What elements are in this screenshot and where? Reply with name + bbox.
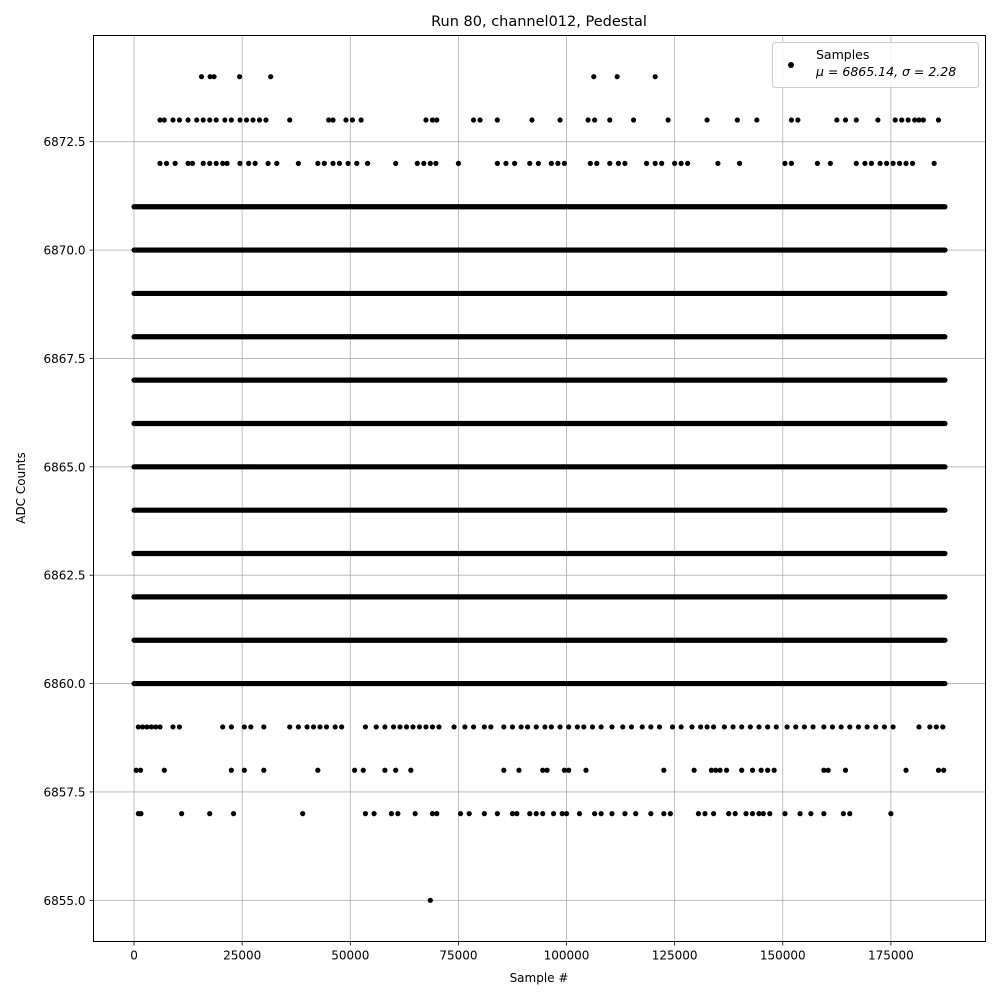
- data-point: [428, 161, 433, 166]
- data-point: [186, 117, 191, 122]
- data-point: [875, 117, 880, 122]
- data-point: [588, 161, 593, 166]
- data-point: [735, 117, 740, 122]
- data-point: [207, 161, 212, 166]
- data-point: [514, 811, 519, 816]
- data-point: [458, 811, 463, 816]
- data-point: [940, 724, 945, 729]
- data-point: [586, 117, 591, 122]
- data-point: [261, 724, 266, 729]
- data-point: [557, 117, 562, 122]
- data-point: [244, 117, 249, 122]
- x-tick-label: 75000: [439, 948, 478, 963]
- data-point: [477, 117, 482, 122]
- chart-title: Run 80, channel012, Pedestal: [431, 14, 647, 30]
- data-point: [330, 117, 335, 122]
- data-point: [685, 161, 690, 166]
- data-point: [201, 161, 206, 166]
- data-point: [296, 161, 301, 166]
- data-point: [644, 161, 649, 166]
- data-point: [599, 724, 604, 729]
- data-point: [296, 724, 301, 729]
- data-point: [201, 117, 206, 122]
- data-point: [354, 161, 359, 166]
- data-point: [229, 117, 234, 122]
- data-point: [903, 161, 908, 166]
- data-point: [689, 724, 694, 729]
- data-point: [482, 811, 487, 816]
- data-point: [679, 724, 684, 729]
- data-point: [462, 724, 467, 729]
- data-point: [564, 811, 569, 816]
- data-point: [782, 811, 787, 816]
- data-point: [339, 724, 344, 729]
- data-point: [248, 724, 253, 729]
- data-point: [869, 161, 874, 166]
- data-point: [488, 724, 493, 729]
- data-point: [659, 161, 664, 166]
- data-point: [423, 117, 428, 122]
- data-point: [246, 161, 251, 166]
- x-tick-label: 100000: [543, 948, 590, 963]
- data-point: [261, 768, 266, 773]
- data-point: [397, 724, 402, 729]
- data-point: [590, 724, 595, 729]
- data-point: [903, 768, 908, 773]
- data-point: [657, 724, 662, 729]
- data-point: [415, 161, 420, 166]
- data-point: [622, 811, 627, 816]
- data-point: [797, 811, 802, 816]
- data-point: [897, 161, 902, 166]
- data-point: [750, 768, 755, 773]
- data-point: [841, 811, 846, 816]
- data-point: [575, 724, 580, 729]
- data-point: [615, 74, 620, 79]
- data-point: [854, 117, 859, 122]
- data-point: [177, 724, 182, 729]
- data-point: [622, 161, 627, 166]
- data-point: [322, 161, 327, 166]
- data-point: [936, 768, 941, 773]
- data-point: [157, 724, 162, 729]
- data-point: [890, 724, 895, 729]
- data-point: [529, 117, 534, 122]
- data-point: [451, 724, 456, 729]
- data-point: [555, 161, 560, 166]
- data-point: [739, 724, 744, 729]
- data-point: [566, 724, 571, 729]
- data-point: [795, 117, 800, 122]
- data-point: [471, 724, 476, 729]
- data-point: [266, 161, 271, 166]
- legend-series-name: Samples: [816, 47, 870, 62]
- data-point: [873, 724, 878, 729]
- data-point: [417, 724, 422, 729]
- x-tick-label: 25000: [223, 948, 262, 963]
- data-point: [698, 724, 703, 729]
- data-point: [389, 811, 394, 816]
- data-point: [207, 117, 212, 122]
- data-point: [916, 724, 921, 729]
- data-point: [410, 724, 415, 729]
- data-point: [229, 768, 234, 773]
- data-point: [733, 811, 738, 816]
- data-point: [936, 117, 941, 122]
- data-point: [330, 161, 335, 166]
- data-point: [346, 161, 351, 166]
- y-tick-label: 6867.5: [43, 351, 86, 366]
- y-axis-label: ADC Counts: [14, 452, 28, 524]
- data-point: [782, 161, 787, 166]
- data-point: [767, 811, 772, 816]
- data-point: [510, 724, 515, 729]
- data-point: [888, 811, 893, 816]
- data-point: [661, 768, 666, 773]
- data-point: [199, 74, 204, 79]
- data-point: [162, 768, 167, 773]
- data-point: [231, 811, 236, 816]
- data-point: [810, 724, 815, 729]
- data-point: [899, 117, 904, 122]
- data-point: [826, 768, 831, 773]
- data-point: [501, 724, 506, 729]
- data-point: [549, 724, 554, 729]
- data-point: [423, 724, 428, 729]
- data-point: [471, 117, 476, 122]
- data-point: [722, 724, 727, 729]
- data-point: [237, 74, 242, 79]
- data-point: [408, 768, 413, 773]
- data-point: [668, 811, 673, 816]
- data-point: [927, 724, 932, 729]
- data-point: [854, 161, 859, 166]
- data-point: [268, 74, 273, 79]
- data-point: [467, 811, 472, 816]
- data-point: [333, 724, 338, 729]
- data-point: [363, 724, 368, 729]
- data-point: [934, 724, 939, 729]
- data-point: [393, 768, 398, 773]
- data-point: [865, 724, 870, 729]
- data-point: [382, 768, 387, 773]
- data-point: [190, 161, 195, 166]
- data-point: [164, 161, 169, 166]
- data-point: [821, 811, 826, 816]
- data-point: [726, 811, 731, 816]
- data-point: [607, 117, 612, 122]
- data-point: [179, 811, 184, 816]
- data-point: [653, 161, 658, 166]
- data-point: [765, 724, 770, 729]
- data-point: [648, 811, 653, 816]
- data-point: [311, 724, 316, 729]
- data-point: [173, 161, 178, 166]
- data-point: [743, 811, 748, 816]
- data-point: [704, 117, 709, 122]
- data-point: [631, 117, 636, 122]
- data-point: [361, 768, 366, 773]
- data-point: [214, 117, 219, 122]
- data-point: [482, 724, 487, 729]
- data-point: [592, 117, 597, 122]
- data-point: [847, 724, 852, 729]
- data-point: [862, 161, 867, 166]
- data-point: [551, 811, 556, 816]
- data-point: [906, 117, 911, 122]
- data-point: [257, 117, 262, 122]
- data-point: [620, 724, 625, 729]
- data-point: [609, 811, 614, 816]
- data-point: [413, 811, 418, 816]
- data-point: [421, 161, 426, 166]
- data-point: [856, 724, 861, 729]
- data-point: [456, 161, 461, 166]
- data-point: [583, 768, 588, 773]
- data-point: [540, 811, 545, 816]
- data-point: [815, 161, 820, 166]
- y-tick-label: 6860.0: [43, 677, 86, 692]
- x-tick-label: 150000: [759, 948, 806, 963]
- data-point: [772, 768, 777, 773]
- data-point: [921, 117, 926, 122]
- data-point: [157, 161, 162, 166]
- data-point: [704, 724, 709, 729]
- data-point: [828, 161, 833, 166]
- data-point: [434, 117, 439, 122]
- data-point: [337, 161, 342, 166]
- data-point: [843, 768, 848, 773]
- data-point: [566, 768, 571, 773]
- data-point: [324, 724, 329, 729]
- data-point: [224, 161, 229, 166]
- data-point: [516, 768, 521, 773]
- data-point: [436, 724, 441, 729]
- y-tick-label: 6872.5: [43, 135, 86, 150]
- data-point: [877, 161, 882, 166]
- data-point: [365, 161, 370, 166]
- data-point: [430, 724, 435, 729]
- data-point: [834, 117, 839, 122]
- data-point: [512, 161, 517, 166]
- data-point: [890, 161, 895, 166]
- data-point: [229, 724, 234, 729]
- data-point: [711, 811, 716, 816]
- y-tick-label: 6855.0: [43, 893, 86, 908]
- legend-marker: [788, 62, 794, 68]
- data-point: [802, 724, 807, 729]
- data-point: [542, 724, 547, 729]
- data-point: [250, 117, 255, 122]
- data-point: [761, 811, 766, 816]
- data-point: [670, 724, 675, 729]
- data-point: [591, 74, 596, 79]
- x-tick-label: 175000: [867, 948, 914, 963]
- data-point: [138, 811, 143, 816]
- y-tick-label: 6865.0: [43, 460, 86, 475]
- data-point: [242, 768, 247, 773]
- data-point: [194, 117, 199, 122]
- data-point: [594, 161, 599, 166]
- x-tick-label: 50000: [331, 948, 370, 963]
- y-tick-label: 6857.5: [43, 785, 86, 800]
- data-point: [616, 161, 621, 166]
- data-point: [374, 724, 379, 729]
- data-point: [434, 811, 439, 816]
- data-point: [754, 117, 759, 122]
- data-point: [544, 768, 549, 773]
- data-point: [317, 724, 322, 729]
- data-point: [237, 117, 242, 122]
- data-point: [847, 811, 852, 816]
- data-point: [715, 161, 720, 166]
- data-point: [789, 161, 794, 166]
- data-point: [774, 724, 779, 729]
- data-point: [391, 724, 396, 729]
- data-point: [359, 117, 364, 122]
- data-point: [640, 724, 645, 729]
- data-point: [648, 724, 653, 729]
- data-point: [527, 161, 532, 166]
- data-point: [382, 724, 387, 729]
- data-point: [765, 768, 770, 773]
- data-point: [495, 117, 500, 122]
- data-point: [607, 161, 612, 166]
- data-point: [428, 898, 433, 903]
- data-point: [789, 117, 794, 122]
- x-tick-label: 0: [130, 948, 138, 963]
- data-point: [222, 117, 227, 122]
- data-point: [941, 768, 946, 773]
- data-point: [214, 161, 219, 166]
- data-point: [739, 768, 744, 773]
- data-point: [287, 724, 292, 729]
- data-point: [177, 117, 182, 122]
- data-point: [170, 724, 175, 729]
- data-point: [793, 724, 798, 729]
- data-point: [581, 724, 586, 729]
- data-point: [207, 811, 212, 816]
- data-point: [737, 161, 742, 166]
- data-point: [304, 724, 309, 729]
- data-point: [730, 724, 735, 729]
- data-point: [661, 811, 666, 816]
- data-point: [343, 117, 348, 122]
- data-point: [562, 161, 567, 166]
- data-point: [495, 811, 500, 816]
- data-point: [932, 161, 937, 166]
- data-point: [882, 724, 887, 729]
- data-point: [653, 74, 658, 79]
- data-point: [679, 161, 684, 166]
- data-point: [287, 117, 292, 122]
- data-point: [170, 117, 175, 122]
- data-point: [702, 811, 707, 816]
- y-tick-label: 6870.0: [43, 243, 86, 258]
- data-point: [557, 724, 562, 729]
- data-point: [352, 768, 357, 773]
- y-tick-label: 6862.5: [43, 568, 86, 583]
- data-point: [756, 724, 761, 729]
- data-point: [263, 117, 268, 122]
- data-point: [138, 768, 143, 773]
- data-point: [577, 811, 582, 816]
- legend: [773, 43, 979, 88]
- data-point: [592, 811, 597, 816]
- data-point: [242, 724, 247, 729]
- x-axis-label: Sample #: [509, 971, 569, 985]
- data-point: [393, 161, 398, 166]
- data-point: [495, 161, 500, 166]
- data-point: [629, 724, 634, 729]
- data-point: [371, 811, 376, 816]
- data-point: [666, 117, 671, 122]
- data-point: [315, 161, 320, 166]
- data-point: [211, 74, 216, 79]
- data-point: [692, 768, 697, 773]
- data-point: [395, 811, 400, 816]
- data-point: [525, 724, 530, 729]
- data-point: [363, 811, 368, 816]
- data-point: [724, 768, 729, 773]
- data-point: [162, 117, 167, 122]
- data-point: [893, 117, 898, 122]
- data-point: [672, 161, 677, 166]
- data-point: [527, 811, 532, 816]
- data-point: [910, 161, 915, 166]
- data-point: [808, 811, 813, 816]
- data-point: [748, 724, 753, 729]
- x-tick-label: 125000: [651, 948, 698, 963]
- data-point: [843, 117, 848, 122]
- data-point: [404, 724, 409, 729]
- data-point: [784, 724, 789, 729]
- data-point: [759, 768, 764, 773]
- data-point: [534, 811, 539, 816]
- data-point: [350, 117, 355, 122]
- data-point: [839, 724, 844, 729]
- data-point: [717, 768, 722, 773]
- data-point: [534, 724, 539, 729]
- data-point: [501, 768, 506, 773]
- data-point: [300, 811, 305, 816]
- data-point: [253, 161, 258, 166]
- data-point: [519, 724, 524, 729]
- data-point: [830, 724, 835, 729]
- data-point: [609, 724, 614, 729]
- data-point: [315, 768, 320, 773]
- data-point: [274, 161, 279, 166]
- data-point: [884, 161, 889, 166]
- data-point: [599, 811, 604, 816]
- data-point: [696, 811, 701, 816]
- data-point: [633, 811, 638, 816]
- data-point: [503, 161, 508, 166]
- data-point: [237, 161, 242, 166]
- legend-series-stats: μ = 6865.14, σ = 2.28: [816, 64, 957, 79]
- data-point: [220, 724, 225, 729]
- data-point: [536, 161, 541, 166]
- data-point: [549, 161, 554, 166]
- data-point: [711, 724, 716, 729]
- data-point: [750, 811, 755, 816]
- data-point: [821, 724, 826, 729]
- data-point: [433, 161, 438, 166]
